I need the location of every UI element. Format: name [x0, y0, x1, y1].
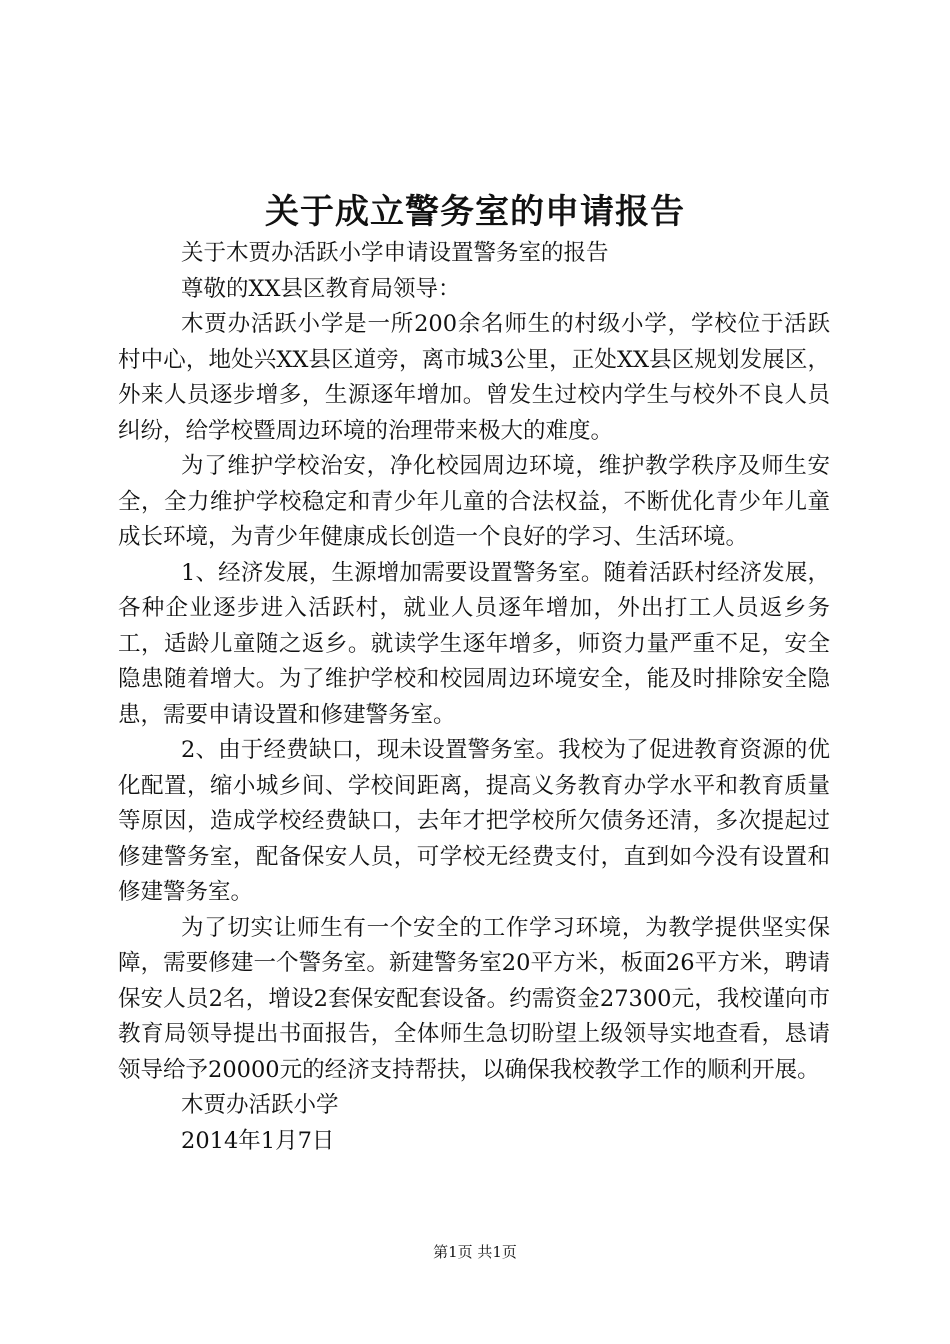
- report-subject: 关于木贾办活跃小学申请设置警务室的报告: [181, 240, 609, 266]
- paragraph-reason-1: 1、经济发展，生源增加需要设置警务室。随着活跃村经济发展，各种企业逐步进入活跃村，就业人员逐年增加，外出打工人员返乡务工，适龄儿童随之返乡。就读学生逐年增多，师资力量严重不足，安全隐患随着增大。为了维护学校和校园周边环境安全，能及时排除安全隐患，需要申请设置和修建警务室。: [118, 559, 830, 728]
- document-title: 关于成立警务室的申请报告: [265, 192, 685, 232]
- document-body: [118, 236, 830, 1159]
- page-footer: 第1页 共1页: [433, 1243, 517, 1261]
- paragraph-request: 为了切实让师生有一个安全的工作学习环境，为教学提供坚实保障，需要修建一个警务室。新建警务室20平方米，板面26平方米，聘请保安人员2名，增设2套保安配套设备。约需资金27300元，我校谨向市教育局领导提出书面报告，全体师生急切盼望上级领导实地查看，恳请领导给予20000元的经济支持帮扶，以确保我校教学工作的顺利开展。: [118, 914, 830, 1083]
- salutation: 尊敬的XX县区教育局领导：: [181, 275, 461, 302]
- paragraph-reason-2: 2、由于经费缺口，现未设置警务室。我校为了促进教育资源的优化配置，缩小城乡间、学校间距离，提高义务教育办学水平和教育质量等原因，造成学校经费缺口，去年才把学校所欠债务还清，多次提起过修建警务室，配备保安人员，可学校无经费支付，直到如今没有设置和修建警务室。: [118, 737, 830, 905]
- signature-date: 2014年1月7日: [181, 1127, 335, 1154]
- paragraph-school-intro: 木贾办活跃小学是一所200余名师生的村级小学，学校位于活跃村中心，地处兴XX县区道旁，离市城3公里，正处XX县区规划发展区，外来人员逐步增多，生源逐年增加。曾发生过校内学生与校外不良人员纠纷，给学校暨周边环境的治理带来极大的难度。: [118, 311, 830, 444]
- paragraph-purpose: 为了维护学校治安，净化校园周边环境，维护教学秩序及师生安全，全力维护学校稳定和青少年儿童的合法权益，不断优化青少年儿童成长环境，为青少年健康成长创造一个良好的学习、生活环境。: [118, 453, 830, 550]
- signature-school: 木贾办活跃小学: [181, 1092, 339, 1118]
